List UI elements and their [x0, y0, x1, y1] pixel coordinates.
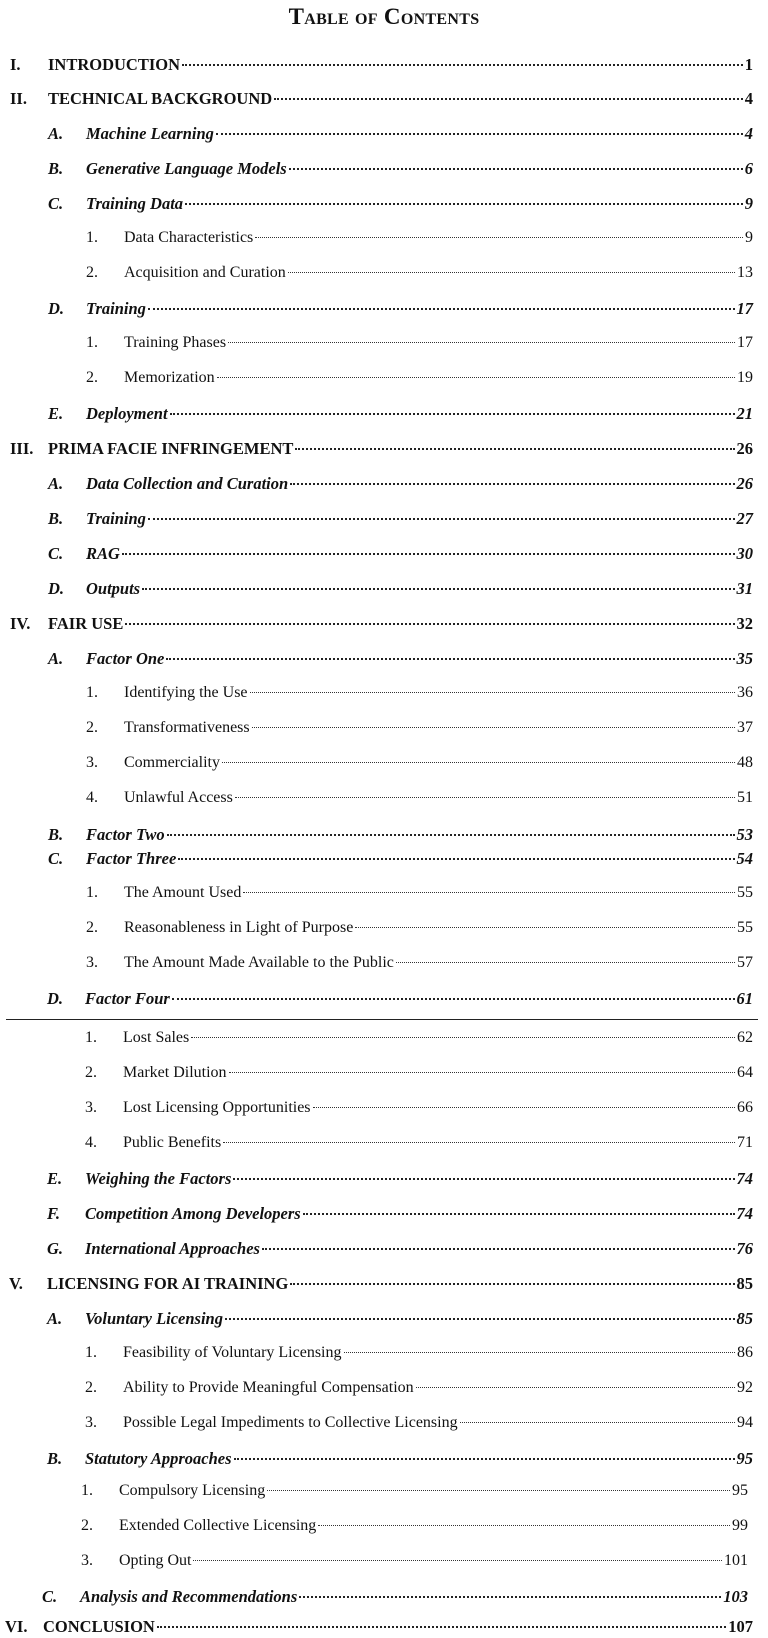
toc-entry-number: B. [48, 159, 64, 178]
toc-entry-number: 3. [81, 1552, 93, 1569]
divider-line [6, 1019, 758, 1020]
dot-leader [167, 834, 735, 836]
toc-entry-title: Data Collection and Curation [86, 474, 289, 493]
toc-entry-number: C. [42, 1587, 58, 1606]
toc-entry[interactable] [48, 124, 753, 144]
toc-entry-title: Analysis and Recommendations [80, 1587, 298, 1606]
toc-entry-number: C. [48, 544, 64, 563]
toc-entry-title: Possible Legal Impediments to Collective Licensing [123, 1414, 458, 1431]
dot-leader [172, 998, 735, 1000]
toc-entry[interactable] [5, 1617, 753, 1637]
dot-leader [396, 962, 735, 963]
toc-entry-number: 3. [86, 754, 98, 771]
toc-entry-page: 9 [744, 194, 753, 213]
toc-entry-title: RAG [86, 544, 120, 563]
toc-entry[interactable] [47, 989, 753, 1009]
toc-entry-title: Deployment [86, 404, 168, 423]
toc-entry-title: Factor Four [85, 989, 170, 1008]
toc-entry[interactable] [81, 1552, 748, 1570]
toc-entry-title: Public Benefits [123, 1134, 222, 1151]
toc-entry-title: The Amount Used [124, 884, 242, 901]
toc-entry-number: E. [48, 404, 64, 423]
dot-leader [166, 658, 734, 660]
toc-entry-number: 1. [85, 1029, 97, 1046]
toc-entry-page: 95 [736, 1449, 753, 1468]
toc-entry-number: 2. [81, 1517, 93, 1534]
toc-entry[interactable] [9, 1274, 753, 1294]
dot-leader [299, 1596, 721, 1598]
toc-entry[interactable] [48, 544, 753, 564]
toc-entry-page: 4 [744, 89, 753, 108]
toc-entry-number: 1. [86, 334, 98, 351]
dot-leader [344, 1352, 736, 1353]
toc-entry-number: A. [48, 474, 64, 493]
dot-leader [460, 1422, 735, 1423]
toc-entry-page: 55 [737, 919, 753, 936]
dot-leader [125, 623, 734, 625]
toc-entry-page: 74 [736, 1169, 753, 1188]
dot-leader [182, 64, 743, 66]
toc-entry-title: Factor One [86, 649, 165, 668]
toc-entry[interactable] [48, 579, 753, 599]
dot-leader [225, 1318, 735, 1320]
toc-entry[interactable] [48, 404, 753, 424]
toc-entry-number: 1. [86, 229, 98, 246]
toc-entry-title: Competition Among Developers [85, 1204, 301, 1223]
toc-entry-page: 6 [744, 159, 753, 178]
toc-entry-title: Feasibility of Voluntary Licensing [123, 1344, 342, 1361]
toc-entry-page: 26 [736, 474, 753, 493]
toc-entry[interactable] [86, 229, 753, 247]
toc-entry-page: 26 [736, 439, 753, 458]
toc-entry-title: Training [86, 299, 146, 318]
toc-entry-title: Training Phases [124, 334, 227, 351]
dot-leader [191, 1037, 735, 1038]
toc-entry-title: Machine Learning [86, 124, 214, 143]
toc-entry-number: 2. [86, 919, 98, 936]
toc-entry-number: D. [48, 299, 65, 318]
dot-leader [223, 1142, 735, 1143]
dot-leader [185, 203, 743, 205]
toc-entry-title: Voluntary Licensing [85, 1309, 223, 1328]
toc-entry-page: 101 [724, 1552, 748, 1569]
toc-entry-number: 2. [86, 719, 98, 736]
toc-entry-page: 30 [736, 544, 753, 563]
toc-entry-page: 54 [736, 849, 753, 868]
toc-entry[interactable] [86, 264, 753, 282]
toc-entry-page: 1 [744, 55, 753, 74]
toc-entry-page: 31 [736, 579, 753, 598]
toc-entry-number: 1. [85, 1344, 97, 1361]
toc-entry-number: D. [47, 989, 64, 1008]
toc-entry-page: 17 [736, 299, 753, 318]
dot-leader [216, 133, 743, 135]
toc-entry-page: 94 [737, 1414, 753, 1431]
toc-entry-number: 2. [85, 1379, 97, 1396]
toc-entry[interactable] [10, 614, 753, 634]
dot-leader [170, 413, 735, 415]
toc-entry-title: CONCLUSION [43, 1617, 155, 1636]
toc-entry[interactable] [85, 1064, 753, 1082]
toc-entry[interactable] [47, 1449, 753, 1469]
toc-entry-page: 35 [736, 649, 753, 668]
toc-entry-page: 32 [736, 614, 753, 633]
toc-entry-number: II. [10, 89, 27, 108]
toc-entry-page: 95 [732, 1482, 748, 1499]
toc-entry-title: Reasonableness in Light of Purpose [124, 919, 354, 936]
toc-entry-number: B. [48, 509, 64, 528]
toc-entry-number: G. [47, 1239, 64, 1258]
dot-leader [274, 98, 743, 100]
toc-entry-page: 37 [737, 719, 753, 736]
toc-entry[interactable] [48, 474, 753, 494]
toc-entry-page: 19 [737, 369, 753, 386]
dot-leader [157, 1626, 726, 1628]
dot-leader [290, 483, 734, 485]
toc-entry-number: F. [47, 1204, 61, 1223]
toc-entry[interactable] [86, 954, 753, 972]
toc-entry-title: Extended Collective Licensing [119, 1517, 317, 1534]
toc-entry-title: PRIMA FACIE INFRINGEMENT [48, 439, 294, 458]
toc-entry-page: 103 [723, 1587, 748, 1606]
dot-leader [255, 237, 743, 238]
toc-entry-page: 13 [737, 264, 753, 281]
toc-entry-title: LICENSING FOR AI TRAINING [47, 1274, 289, 1293]
toc-entry-page: 85 [736, 1309, 753, 1328]
toc-entry[interactable] [48, 649, 753, 669]
dot-leader [178, 858, 734, 860]
dot-leader [250, 692, 735, 693]
toc-entry-number: 4. [86, 789, 98, 806]
dot-leader [267, 1490, 730, 1491]
toc-entry-page: 57 [737, 954, 753, 971]
toc-entry[interactable] [47, 1309, 753, 1329]
toc-entry[interactable] [48, 299, 753, 319]
toc-entry-page: 51 [737, 789, 753, 806]
toc-entry[interactable] [86, 919, 753, 937]
dot-leader [229, 1072, 735, 1073]
toc-entry-page: 48 [737, 754, 753, 771]
toc-entry-title: Training [86, 509, 146, 528]
toc-entry-page: 4 [744, 124, 753, 143]
dot-leader [290, 1283, 734, 1285]
toc-entry-number: B. [48, 825, 64, 844]
toc-entry[interactable] [85, 1344, 753, 1362]
toc-entry-number: E. [47, 1169, 63, 1188]
dot-leader [228, 342, 735, 343]
toc-entry-title: Training Data [86, 194, 184, 213]
toc-entry-number: C. [48, 849, 64, 868]
toc-entry-title: Memorization [124, 369, 215, 386]
dot-leader [313, 1107, 735, 1108]
toc-entry-number: A. [48, 124, 64, 143]
toc-entry-number: C. [48, 194, 64, 213]
toc-entry-page: 85 [736, 1274, 753, 1293]
toc-entry[interactable] [86, 754, 753, 772]
toc-entry-title: Ability to Provide Meaningful Compensation [123, 1379, 414, 1396]
toc-entry-title: Transformativeness [124, 719, 250, 736]
toc-entry-page: 9 [745, 229, 753, 246]
toc-entry-title: Acquisition and Curation [124, 264, 286, 281]
toc-entry-number: 3. [85, 1414, 97, 1431]
toc-entry[interactable] [48, 849, 753, 869]
dot-leader [122, 553, 735, 555]
toc-entry-title: INTRODUCTION [48, 55, 181, 74]
toc-entry[interactable] [48, 194, 753, 214]
dot-leader [142, 588, 734, 590]
toc-entry-page: 62 [737, 1029, 753, 1046]
toc-entry-title: Factor Two [86, 825, 165, 844]
toc-entry[interactable] [86, 884, 753, 902]
toc-entry-title: International Approaches [85, 1239, 260, 1258]
toc-entry-number: 2. [85, 1064, 97, 1081]
toc-entry[interactable] [85, 1134, 753, 1152]
toc-entry-title: FAIR USE [48, 614, 124, 633]
toc-entry-page: 99 [732, 1517, 748, 1534]
toc-entry-page: 107 [728, 1617, 753, 1636]
toc-entry-page: 64 [737, 1064, 753, 1081]
toc-entry-number: 2. [86, 369, 98, 386]
toc-entry[interactable] [48, 825, 753, 845]
toc-entry-title: Commerciality [124, 754, 220, 771]
toc-entry[interactable] [86, 369, 753, 387]
toc-entry-title: Lost Sales [123, 1029, 190, 1046]
toc-entry-number: 1. [81, 1482, 93, 1499]
toc-entry[interactable] [86, 334, 753, 352]
dot-leader [217, 377, 735, 378]
dot-leader [148, 308, 735, 310]
toc-entry-page: 17 [737, 334, 753, 351]
dot-leader [355, 927, 735, 928]
toc-entry-title: Market Dilution [123, 1064, 227, 1081]
toc-entry[interactable] [47, 1239, 753, 1259]
dot-leader [262, 1248, 735, 1250]
toc-entry-number: VI. [5, 1617, 28, 1636]
toc-entry-page: 27 [736, 509, 753, 528]
dot-leader [235, 797, 735, 798]
toc-entry-page: 21 [736, 404, 753, 423]
toc-entry[interactable] [86, 789, 753, 807]
toc-entry[interactable] [10, 55, 753, 75]
dot-leader [222, 762, 735, 763]
dot-leader [295, 448, 734, 450]
dot-leader [252, 727, 735, 728]
toc-entry-title: Compulsory Licensing [119, 1482, 266, 1499]
toc-entry[interactable] [85, 1099, 753, 1117]
dot-leader [243, 892, 735, 893]
toc-entry-number: III. [10, 439, 34, 458]
toc-entry[interactable] [86, 684, 753, 702]
toc-entry-title: Statutory Approaches [85, 1449, 232, 1468]
toc-entry-title: Opting Out [119, 1552, 192, 1569]
toc-entry-title: Weighing the Factors [85, 1169, 232, 1188]
toc-entry[interactable] [47, 1169, 753, 1189]
toc-entry-number: V. [9, 1274, 23, 1293]
dot-leader [318, 1525, 730, 1526]
toc-entry[interactable] [81, 1517, 748, 1535]
toc-entry-number: B. [47, 1449, 63, 1468]
toc-entry[interactable] [10, 89, 753, 109]
toc-entry-number: 3. [85, 1099, 97, 1116]
toc-entry-page: 86 [737, 1344, 753, 1361]
toc-entry-number: A. [47, 1309, 63, 1328]
toc-entry-page: 36 [737, 684, 753, 701]
dot-leader [303, 1213, 735, 1215]
toc-entry-page: 61 [736, 989, 753, 1008]
toc-entry-page: 76 [736, 1239, 753, 1258]
toc-entry[interactable] [48, 159, 753, 179]
toc-entry-title: The Amount Made Available to the Public [124, 954, 394, 971]
toc-entry-number: IV. [10, 614, 31, 633]
toc-entry-number: I. [10, 55, 21, 74]
toc-entry[interactable] [85, 1379, 753, 1397]
toc-entry-number: 4. [85, 1134, 97, 1151]
toc-entry[interactable] [42, 1587, 748, 1607]
toc-entry-number: 1. [86, 884, 98, 901]
toc-entry[interactable] [81, 1482, 748, 1500]
toc-entry-title: Lost Licensing Opportunities [123, 1099, 311, 1116]
toc-entry-title: Outputs [86, 579, 141, 598]
toc-entry[interactable] [47, 1204, 753, 1224]
dot-leader [234, 1458, 735, 1460]
toc-entry-title: Factor Three [86, 849, 177, 868]
toc-entry[interactable] [10, 439, 753, 459]
toc-entry-page: 71 [737, 1134, 753, 1151]
toc-entry[interactable] [85, 1414, 753, 1432]
page-title: Table of Contents [288, 4, 480, 29]
dot-leader [289, 168, 743, 170]
toc-entry-number: D. [48, 579, 65, 598]
toc-entry-page: 74 [736, 1204, 753, 1223]
dot-leader [416, 1387, 735, 1388]
toc-entry-title: Data Characteristics [124, 229, 254, 246]
toc-entry-number: A. [48, 649, 64, 668]
toc-entry-title: Generative Language Models [86, 159, 287, 178]
toc-entry-number: 1. [86, 684, 98, 701]
toc-entry-title: Identifying the Use [124, 684, 248, 701]
toc-entry-page: 66 [737, 1099, 753, 1116]
toc-entry-number: 3. [86, 954, 98, 971]
toc-entry-page: 55 [737, 884, 753, 901]
dot-leader [148, 518, 735, 520]
dot-leader [288, 272, 735, 273]
dot-leader [193, 1560, 722, 1561]
toc-entry-title: TECHNICAL BACKGROUND [48, 89, 273, 108]
toc-entry-title: Unlawful Access [124, 789, 233, 806]
toc-entry[interactable] [85, 1029, 753, 1047]
toc-entry[interactable] [86, 719, 753, 737]
toc-entry-number: 2. [86, 264, 98, 281]
toc-entry-page: 53 [736, 825, 753, 844]
toc-entry-page: 92 [737, 1379, 753, 1396]
toc-entry[interactable] [48, 509, 753, 529]
dot-leader [233, 1178, 734, 1180]
